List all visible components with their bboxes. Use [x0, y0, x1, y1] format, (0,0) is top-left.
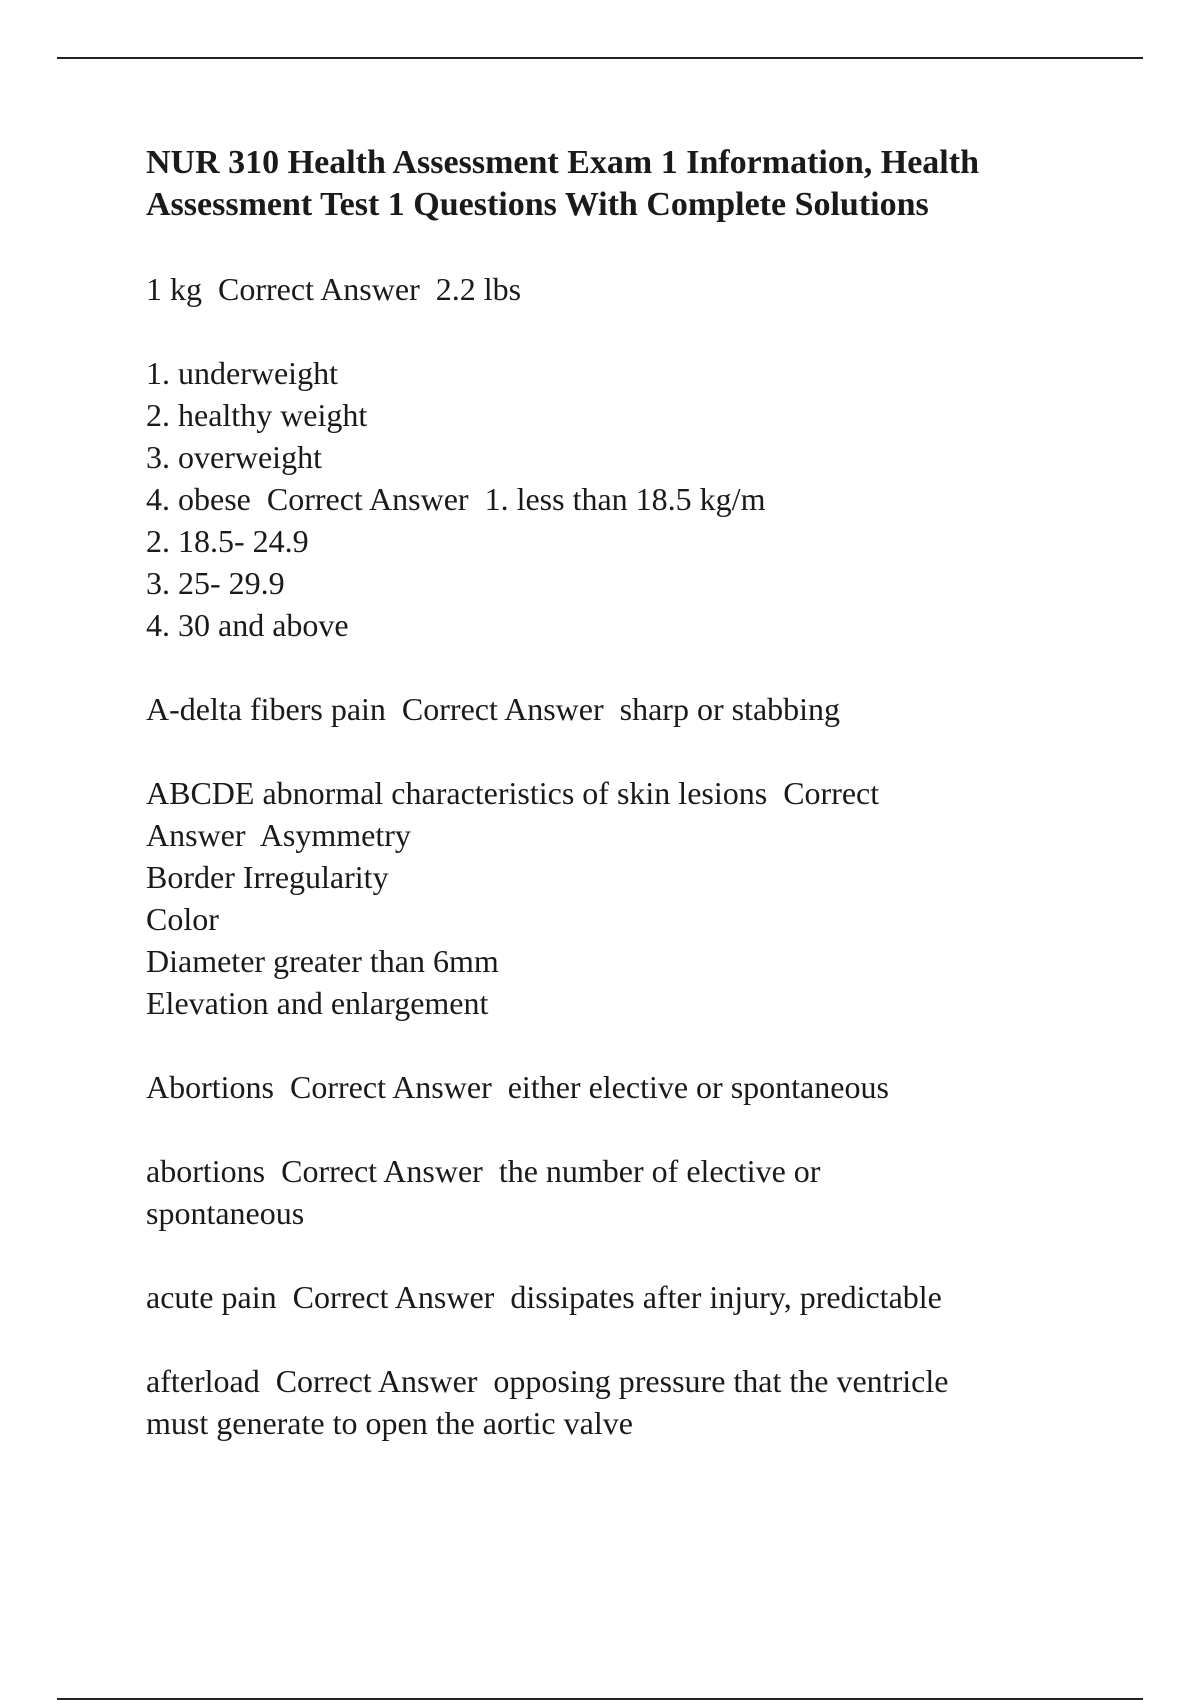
- entry-line: 2. healthy weight: [146, 397, 368, 433]
- entry-line: afterload Correct Answer opposing pressure that the ventricle: [146, 1363, 949, 1399]
- qa-entry-afterload: [146, 1360, 1086, 1444]
- entry-line: spontaneous: [146, 1195, 305, 1231]
- entry-line: abortions Correct Answer the number of elective or: [146, 1153, 821, 1189]
- entry-line: acute pain Correct Answer dissipates after injury, predictable: [146, 1279, 942, 1315]
- entry-line: 3. overweight: [146, 439, 322, 475]
- entry-line: 4. obese Correct Answer 1. less than 18.5 kg/m: [146, 481, 766, 517]
- qa-entry-acute-pain: [146, 1276, 1086, 1318]
- entry-line: ABCDE abnormal characteristics of skin lesions Correct: [146, 775, 880, 811]
- title-line: NUR 310 Health Assessment Exam 1 Information, Health: [146, 144, 979, 181]
- entry-line: 1. underweight: [146, 355, 338, 391]
- entry-line: Border Irregularity: [146, 859, 389, 895]
- entry-line: Diameter greater than 6mm: [146, 943, 499, 979]
- qa-entry-bmi: [146, 352, 1086, 646]
- entry-line: A-delta fibers pain Correct Answer sharp or stabbing: [146, 691, 841, 727]
- document-title: [146, 142, 1086, 226]
- header-rule: [57, 57, 1143, 59]
- entry-line: 2. 18.5- 24.9: [146, 523, 309, 559]
- entry-line: 4. 30 and above: [146, 607, 349, 643]
- qa-entry-a-delta: [146, 688, 1086, 730]
- entry-line: 3. 25- 29.9: [146, 565, 285, 601]
- entry-line: 1 kg Correct Answer 2.2 lbs: [146, 271, 522, 307]
- entry-line: Color: [146, 901, 219, 937]
- qa-entry-abcde: [146, 772, 1086, 1024]
- document-body: [146, 142, 1086, 1486]
- qa-entry-abortions-lower: [146, 1150, 1086, 1234]
- entry-line: Answer Asymmetry: [146, 817, 411, 853]
- entry-line: must generate to open the aortic valve: [146, 1405, 633, 1441]
- qa-entry-abortions-upper: [146, 1066, 1086, 1108]
- entry-line: Abortions Correct Answer either elective or spontaneous: [146, 1069, 889, 1105]
- title-line: Assessment Test 1 Questions With Complete Solutions: [146, 186, 929, 223]
- entry-line: Elevation and enlargement: [146, 985, 489, 1021]
- qa-entry-1kg: [146, 268, 1086, 310]
